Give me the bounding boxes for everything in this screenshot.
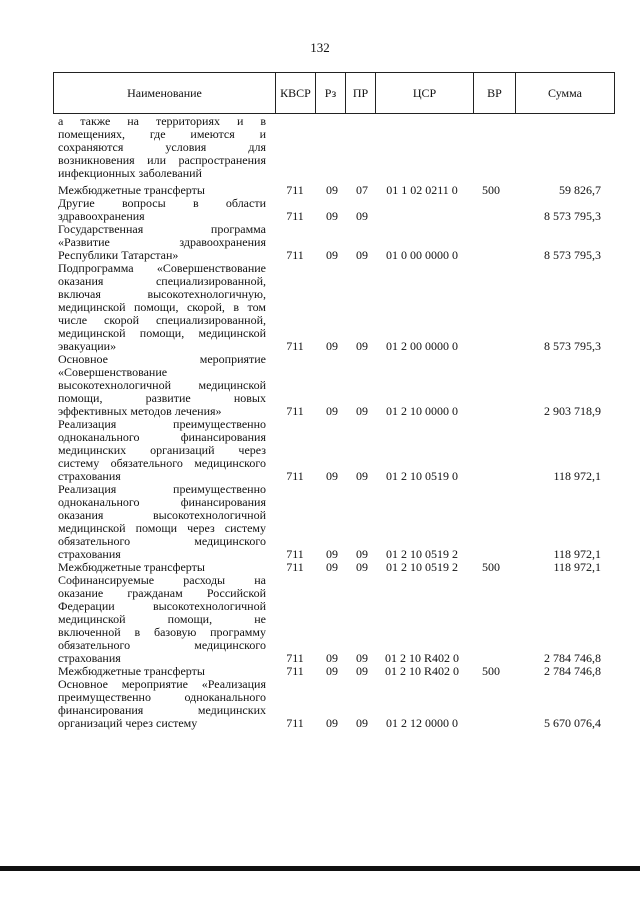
row-vr bbox=[474, 717, 508, 730]
row-kvsr: 711 bbox=[286, 248, 304, 262]
row-vr: 500 bbox=[482, 183, 500, 197]
row-kvsr: 711 bbox=[286, 547, 304, 561]
row-name-line: финансирования медицинских bbox=[58, 704, 266, 717]
row-name-line: организаций через систему bbox=[58, 717, 198, 730]
row-name-line: медицинской помощи через систему bbox=[58, 522, 266, 535]
row-name-line: медицинской помощи, не bbox=[58, 613, 266, 626]
row-name bbox=[58, 115, 266, 180]
table-row bbox=[0, 418, 640, 483]
row-rz: 09 bbox=[326, 716, 338, 730]
row-name-line: страхования bbox=[58, 548, 121, 561]
row-vr bbox=[474, 405, 508, 418]
row-rz: 09 bbox=[326, 209, 338, 223]
row-name-line: Межбюджетные трансферты bbox=[58, 184, 205, 197]
row-name-line: Федерации высокотехнологичной bbox=[58, 600, 266, 613]
row-name bbox=[58, 561, 266, 574]
row-sum: 2 903 718,9 bbox=[544, 404, 601, 418]
row-rz: 09 bbox=[326, 339, 338, 353]
row-pr: 09 bbox=[356, 547, 368, 561]
row-name-line: а также на территориях и в bbox=[58, 115, 266, 128]
row-name-line: здравоохранения bbox=[58, 210, 145, 223]
row-kvsr: 711 bbox=[286, 716, 304, 730]
row-name-line: инфекционных заболеваний bbox=[58, 167, 202, 180]
row-name-line: оказания специализированной, bbox=[58, 275, 266, 288]
header-sum: Сумма bbox=[548, 86, 582, 100]
row-rz: 09 bbox=[326, 183, 338, 197]
row-pr: 09 bbox=[356, 404, 368, 418]
row-name-line: высокотехнологичной медицинской bbox=[58, 379, 266, 392]
row-pr: 09 bbox=[356, 339, 368, 353]
row-name-line: Основное мероприятие bbox=[58, 353, 266, 366]
header-rz: Рз bbox=[316, 73, 346, 113]
header-csr: ЦСР bbox=[376, 73, 474, 113]
row-name-line: преимущественно одноканального bbox=[58, 691, 266, 704]
row-kvsr: 711 bbox=[286, 339, 304, 353]
row-name-line: Межбюджетные трансферты bbox=[58, 665, 205, 678]
row-kvsr: 711 bbox=[286, 404, 304, 418]
table-row bbox=[0, 561, 640, 574]
table-row bbox=[0, 574, 640, 665]
row-name-line: медицинской помощи, скорой, в том bbox=[58, 301, 266, 314]
row-name-line: «Совершенствование bbox=[58, 366, 168, 379]
row-name bbox=[58, 184, 266, 197]
row-csr: 01 2 10 0519 2 bbox=[386, 547, 458, 561]
row-name-line: помещениях, где имеются и bbox=[58, 128, 266, 141]
row-sum: 8 573 795,3 bbox=[544, 209, 601, 223]
row-kvsr: 711 bbox=[286, 651, 304, 665]
row-name-line: возникновения или распространения bbox=[58, 154, 266, 167]
table-row bbox=[0, 262, 640, 353]
row-name-line: эвакуации» bbox=[58, 340, 117, 353]
table-row bbox=[0, 197, 640, 223]
row-kvsr: 711 bbox=[286, 183, 304, 197]
row-csr: 01 0 00 0000 0 bbox=[386, 248, 458, 262]
row-name bbox=[58, 665, 266, 678]
row-sum: 2 784 746,8 bbox=[544, 664, 601, 678]
row-name bbox=[58, 223, 266, 262]
row-pr: 09 bbox=[356, 651, 368, 665]
row-name-line: страхования bbox=[58, 470, 121, 483]
row-name bbox=[58, 418, 266, 483]
table-row bbox=[0, 353, 640, 418]
table-row bbox=[0, 665, 640, 678]
row-pr: 07 bbox=[356, 183, 368, 197]
row-name-line: обязательного медицинского bbox=[58, 639, 266, 652]
row-name-line: Подпрограмма «Совершенствование bbox=[58, 262, 266, 275]
row-pr: 09 bbox=[356, 469, 368, 483]
row-name-line: числе скорой специализированной, bbox=[58, 314, 266, 327]
row-vr bbox=[474, 167, 508, 180]
row-name-line: сохраняются условия для bbox=[58, 141, 266, 154]
row-rz: 09 bbox=[326, 248, 338, 262]
row-name-line: Другие вопросы в области bbox=[58, 197, 266, 210]
row-name-line: включенной в базовую программу bbox=[58, 626, 266, 639]
row-csr: 01 2 10 0000 0 bbox=[386, 404, 458, 418]
row-name-line: Софинансируемые расходы на bbox=[58, 574, 266, 587]
row-rz: 09 bbox=[326, 664, 338, 678]
row-csr: 01 2 10 R402 0 bbox=[384, 664, 459, 678]
row-kvsr: 711 bbox=[286, 560, 304, 574]
row-csr bbox=[377, 167, 467, 180]
row-pr: 09 bbox=[356, 209, 368, 223]
row-name bbox=[58, 574, 266, 665]
row-sum: 118 972,1 bbox=[553, 560, 601, 574]
row-name-line: Реализация преимущественно bbox=[58, 418, 266, 431]
row-kvsr bbox=[278, 167, 312, 180]
table-row bbox=[0, 223, 640, 262]
row-name bbox=[58, 678, 266, 730]
table-row bbox=[0, 115, 640, 180]
row-vr: 500 bbox=[482, 664, 500, 678]
row-vr bbox=[474, 249, 508, 262]
row-csr: 01 2 10 0519 2 bbox=[386, 560, 458, 574]
header-pr: ПР bbox=[346, 73, 376, 113]
row-vr bbox=[474, 470, 508, 483]
row-csr: 01 2 12 0000 0 bbox=[386, 716, 458, 730]
row-rz: 09 bbox=[326, 547, 338, 561]
bottom-rule bbox=[0, 866, 640, 871]
row-name bbox=[58, 483, 266, 561]
row-rz: 09 bbox=[326, 469, 338, 483]
row-vr bbox=[474, 210, 508, 223]
row-sum: 118 972,1 bbox=[553, 547, 601, 561]
row-pr: 09 bbox=[356, 664, 368, 678]
row-vr bbox=[474, 340, 508, 353]
row-sum: 8 573 795,3 bbox=[544, 339, 601, 353]
row-name-line: одноканального финансирования bbox=[58, 496, 266, 509]
row-csr: 01 1 02 0211 0 bbox=[386, 183, 458, 197]
row-pr: 09 bbox=[356, 248, 368, 262]
row-name bbox=[58, 353, 266, 418]
row-sum: 8 573 795,3 bbox=[544, 248, 601, 262]
row-rz bbox=[318, 167, 346, 180]
row-kvsr: 711 bbox=[286, 664, 304, 678]
table-body bbox=[0, 115, 640, 730]
row-name-line: оказания высокотехнологичной bbox=[58, 509, 266, 522]
row-sum: 5 670 076,4 bbox=[544, 716, 601, 730]
row-vr: 500 bbox=[482, 560, 500, 574]
row-pr: 09 bbox=[356, 716, 368, 730]
row-name-line: «Развитие здравоохранения bbox=[58, 236, 266, 249]
row-kvsr: 711 bbox=[286, 469, 304, 483]
row-name-line: медицинской помощи, медицинской bbox=[58, 327, 266, 340]
row-rz: 09 bbox=[326, 404, 338, 418]
row-rz: 09 bbox=[326, 560, 338, 574]
table-row bbox=[0, 483, 640, 561]
row-rz: 09 bbox=[326, 651, 338, 665]
row-name-line: страхования bbox=[58, 652, 121, 665]
header-kvsr: КВСР bbox=[276, 73, 316, 113]
row-sum: 59 826,7 bbox=[559, 183, 601, 197]
row-name-line: включая высокотехнологичную, bbox=[58, 288, 266, 301]
row-name-line: помощи, развитие новых bbox=[58, 392, 266, 405]
row-name bbox=[58, 262, 266, 353]
table-row bbox=[0, 678, 640, 730]
row-pr bbox=[348, 167, 376, 180]
row-name-line: Реализация преимущественно bbox=[58, 483, 266, 496]
row-sum: 2 784 746,8 bbox=[544, 651, 601, 665]
row-pr: 09 bbox=[356, 560, 368, 574]
row-name bbox=[58, 197, 266, 223]
row-name-line: обязательного медицинского bbox=[58, 535, 266, 548]
row-name-line: оказание гражданам Российской bbox=[58, 587, 266, 600]
row-kvsr: 711 bbox=[286, 209, 304, 223]
table-row bbox=[0, 184, 640, 197]
row-csr: 01 2 10 R402 0 bbox=[384, 651, 459, 665]
row-csr bbox=[377, 210, 467, 223]
row-name-line: одноканального финансирования bbox=[58, 431, 266, 444]
row-sum bbox=[512, 167, 601, 180]
row-name-line: Государственная программа bbox=[58, 223, 266, 236]
header-name: Наименование bbox=[54, 73, 276, 113]
row-name-line: медицинских организаций через bbox=[58, 444, 266, 457]
row-csr: 01 2 10 0519 0 bbox=[386, 469, 458, 483]
row-name-line: систему обязательного медицинского bbox=[58, 457, 266, 470]
table-header bbox=[53, 72, 615, 114]
page-number: 132 bbox=[310, 40, 330, 55]
row-name-line: эффективных методов лечения» bbox=[58, 405, 222, 418]
row-name-line: Основное мероприятие «Реализация bbox=[58, 678, 266, 691]
row-csr: 01 2 00 0000 0 bbox=[386, 339, 458, 353]
row-sum: 118 972,1 bbox=[553, 469, 601, 483]
header-vr: ВР bbox=[474, 73, 516, 113]
row-name-line: Республики Татарстан» bbox=[58, 249, 179, 262]
row-name-line: Межбюджетные трансферты bbox=[58, 561, 205, 574]
